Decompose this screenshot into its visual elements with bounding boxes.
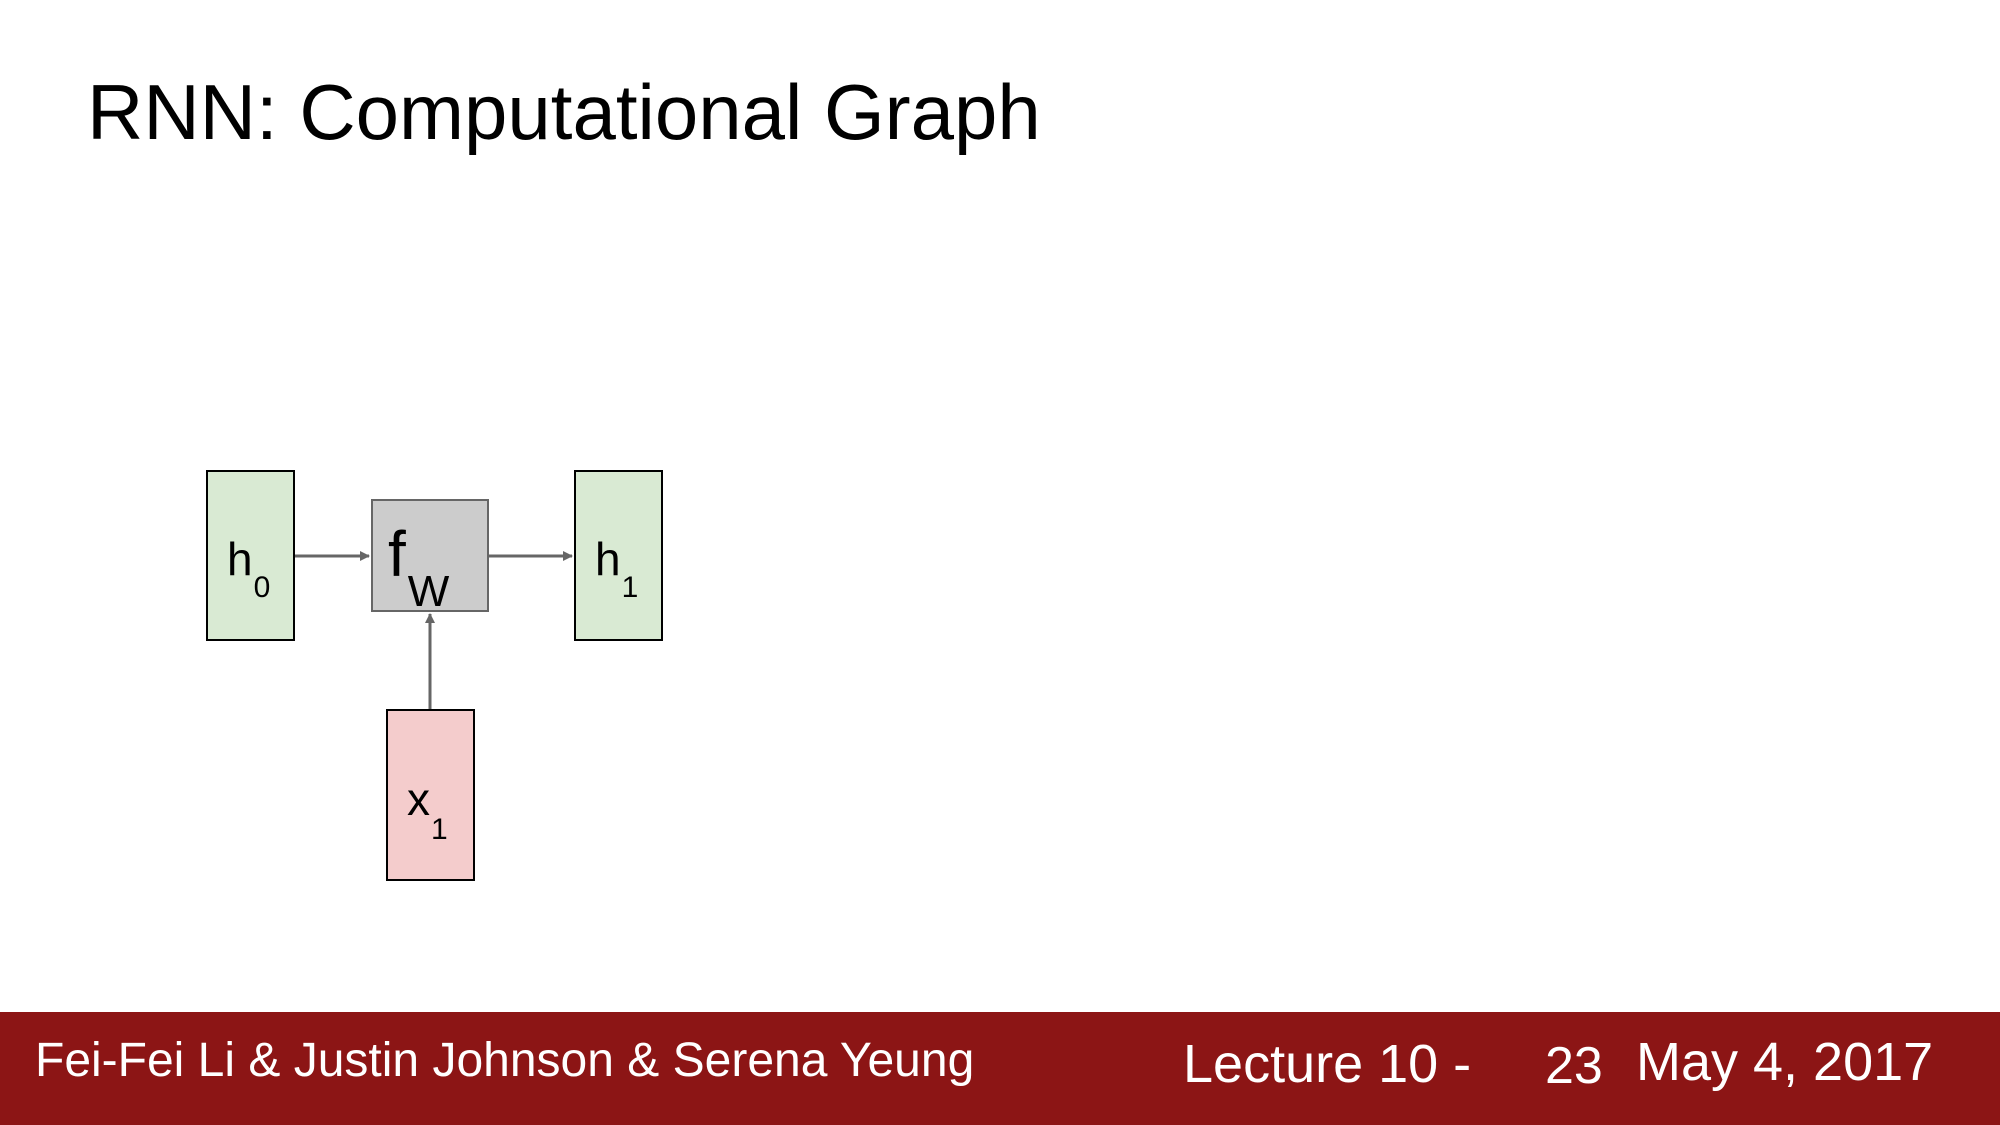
label-h0-subscript: 0 <box>253 571 271 604</box>
label-h1 <box>595 533 639 604</box>
footer-page-number: 23 <box>1545 1037 1603 1095</box>
slide-title: RNN: Computational Graph <box>87 68 1041 156</box>
label-h0 <box>227 533 271 604</box>
label-h1-base: h <box>595 533 621 585</box>
footer-lecture: Lecture 10 - <box>1183 1034 1472 1094</box>
label-x1-base: x <box>407 773 430 825</box>
footer-authors: Fei-Fei Li & Justin Johnson & Serena Yeung <box>35 1034 975 1087</box>
label-fw-base: f <box>388 518 406 590</box>
label-x1 <box>407 773 448 846</box>
label-fw <box>388 518 450 616</box>
label-h0-base: h <box>227 533 253 585</box>
label-fw-subscript: W <box>407 567 450 616</box>
label-h1-subscript: 1 <box>621 571 639 604</box>
label-x1-subscript: 1 <box>431 813 448 846</box>
footer-date: May 4, 2017 <box>1636 1032 1934 1092</box>
